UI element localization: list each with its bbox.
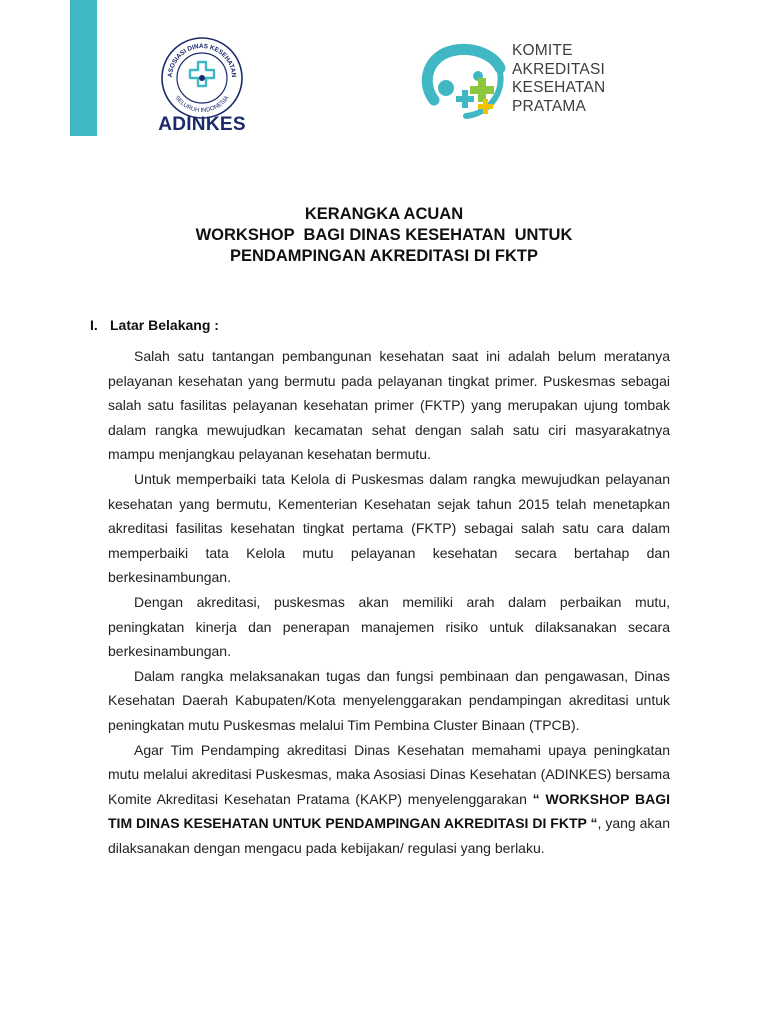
accent-bar	[70, 0, 97, 136]
paragraph-3: Dengan akreditasi, puskesmas akan memiliki arah dalam perbaikan mutu, peningkatan kinerja dan penerapan manajemen risiko untuk dilaksanakan secara berkesinambungan.	[108, 593, 670, 660]
section-heading	[90, 317, 219, 333]
title-line-3: PENDAMPINGAN AKREDITASI DI FKTP	[229, 247, 538, 265]
paragraph-5	[108, 738, 670, 861]
adinkes-seal-icon	[160, 36, 244, 120]
paragraph-5-text: Agar Tim Pendamping akreditasi Dinas Kesehatan memahami upaya peningkatan mutu melalui akreditasi Puskesmas, maka Asosiasi Dinas Kesehatan (ADINKES) bersama Komite Akreditasi Kesehatan Pratama (KAKP) menyelenggarakan	[108, 741, 670, 807]
svg-text:ASOSIASI DINAS KESEHATAN: ASOSIASI DINAS KESEHATAN	[166, 42, 238, 78]
title-line-1: KERANGKA ACUAN	[304, 205, 464, 223]
adinkes-logo	[150, 36, 254, 136]
kakp-line-1: KOMITE	[512, 42, 573, 59]
kakp-mark-icon	[416, 42, 511, 122]
document-title	[0, 204, 768, 267]
paragraph-4: Dalam rangka melaksanakan tugas dan fungsi pembinaan dan pengawasan, Dinas Kesehatan Daerah Kabupaten/Kota menyelenggarakan pendampingan akreditasi untuk peningkatan mutu Puskesmas melalui Tim Pembina Cluster Binaan (TPCB).	[108, 667, 670, 733]
section-body	[108, 344, 670, 860]
paragraph-2: Untuk memperbaiki tata Kelola di Puskesmas dalam rangka mewujudkan pelayanan kesehatan yang bermutu, Kementerian Kesehatan sejak tahun 2015 telah menetapkan akreditasi fasilitas kesehatan tingkat pertama (FKTP) sebagai salah satu cara dalam memperbaiki tata Kelola mutu pelayanan kesehatan secara bertahap dan berkesinambungan.	[108, 470, 670, 586]
kakp-line-4: PRATAMA	[512, 97, 587, 115]
kakp-line-3: KESEHATAN	[512, 79, 606, 96]
title-line-2: WORKSHOP BAGI DINAS KESEHATAN UNTUK	[195, 226, 573, 244]
kakp-line-2: AKREDITASI	[512, 60, 606, 78]
paragraph-1: Salah satu tantangan pembangunan kesehatan saat ini adalah belum meratanya pelayanan kesehatan yang bermutu pada pelayanan tingkat primer. Puskesmas sebagai salah satu fasilitas pelayanan kesehatan primer (FKTP) yang merupakan ujung tombak dalam rangka mewujudkan kecamatan sehat dengan salah satu ciri masyarakatnya mampu menjangkau pelayanan kesehatan bermutu.	[108, 348, 670, 463]
kakp-wordmark	[512, 42, 605, 116]
section-title: Latar Belakang :	[110, 317, 219, 333]
adinkes-wordmark: ADINKES	[158, 114, 246, 135]
kakp-logo	[416, 40, 606, 124]
svg-text:SELURUH INDONESIA: SELURUH INDONESIA	[173, 95, 231, 115]
paragraph-5-end: , yang akan dilaksanakan dengan mengacu pada kebijakan/ regulasi yang berlaku.	[108, 815, 670, 856]
section-number: I.	[90, 317, 98, 333]
workshop-title-bold: “ WORKSHOP BAGI TIM DINAS KESEHATAN UNTUK PENDAMPINGAN AKREDITASI DI FKTP “	[108, 790, 670, 832]
